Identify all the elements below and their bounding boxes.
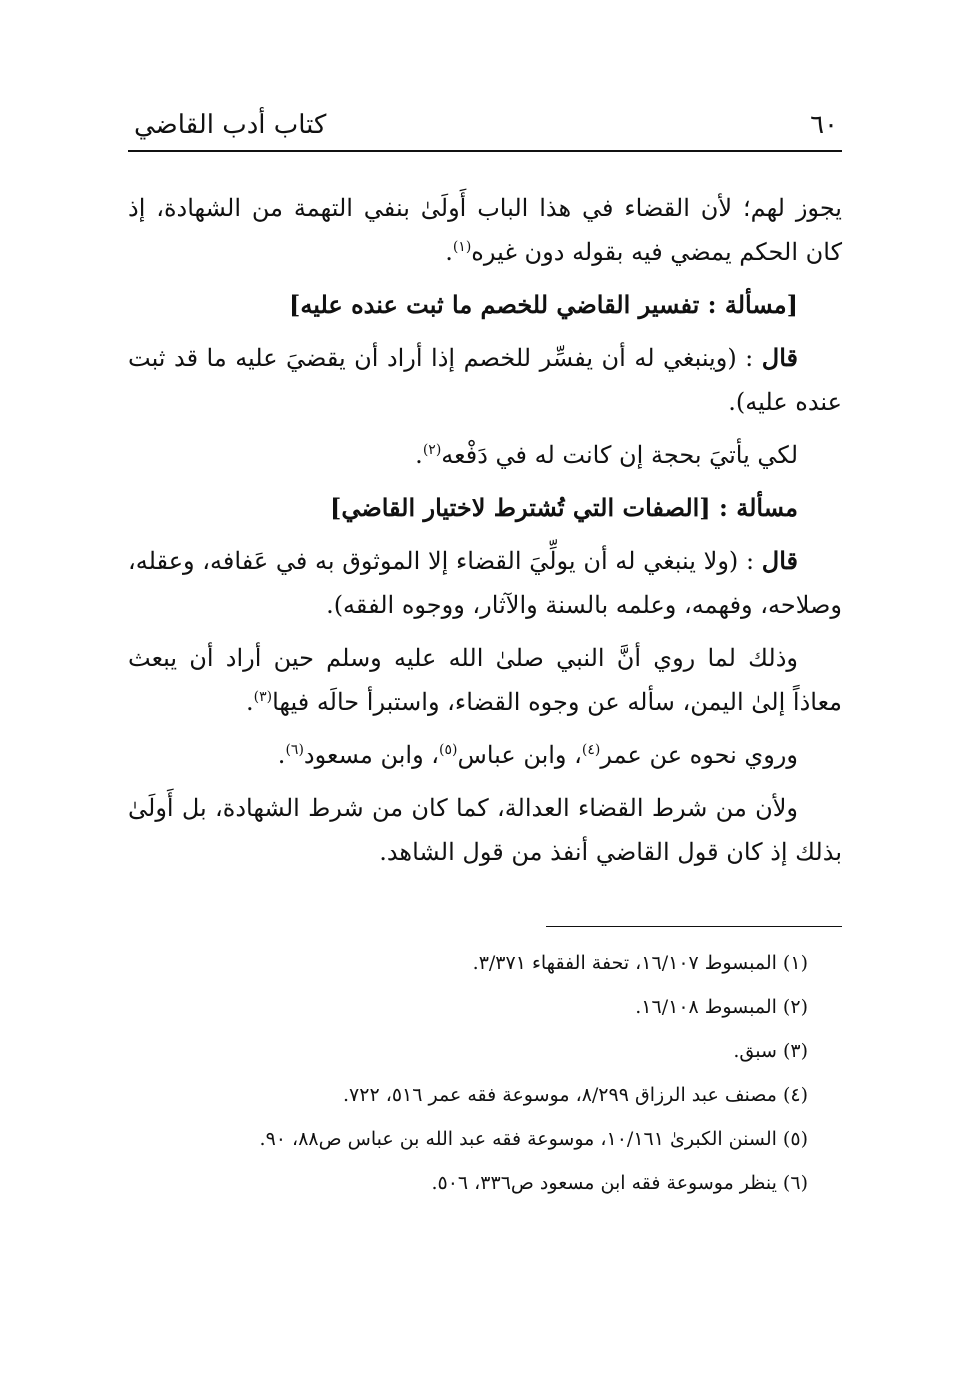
- paragraph-6-text-a: وروي نحوه عن عمر: [600, 741, 798, 769]
- paragraph-6-end: .: [277, 741, 286, 769]
- footnote-ref-6: (٦): [285, 742, 304, 758]
- paragraph-4-text: : (ولا ينبغي له أن يولِّيَ القضاء إلا الموثوق به في عَفافه، وعقله، وصلاحه، وفهمه، وعلمه بالسنة والآثار، ووجوه الفقه).: [128, 547, 842, 619]
- footnotes: [128, 941, 842, 1205]
- footnote-ref-5: (٥): [439, 742, 458, 758]
- footnote-1: (١) المبسوط ١٦/١٠٧، تحفة الفقهاء ٣/٣٧١.: [472, 952, 808, 974]
- paragraph-6-text-b: ، وابن عباس: [457, 741, 582, 769]
- section-heading-2-prefix: مسألة :: [710, 493, 798, 522]
- paragraph-6-text-c: ، وابن مسعود: [303, 741, 440, 769]
- qal-label: قال: [761, 546, 798, 575]
- paragraph-5-end: .: [245, 688, 254, 716]
- paragraph-3-text: لكي يأتيَ بحجة إن كانت له في دَفْعه: [441, 441, 798, 469]
- paragraph-1: [128, 186, 842, 274]
- paragraph-5-text: وذلك لما روي أنَّ النبي صلىٰ الله عليه وسلم حين أراد أن يبعث معاذاً إلىٰ اليمن، سأله عن وجوه القضاء، واستبرأ حالَه فيها: [128, 644, 842, 716]
- paragraph-4: [128, 539, 842, 627]
- section-heading-2: [128, 486, 842, 530]
- paragraph-1-end: .: [445, 238, 453, 266]
- footnote-6: (٦) ينظر موسوعة فقه ابن مسعود ص٣٣٦، ٥٠٦.: [431, 1172, 808, 1194]
- paragraph-5: [128, 636, 842, 724]
- paragraph-3: [128, 433, 842, 477]
- footnote-2: (٢) المبسوط ١٦/١٠٨.: [635, 996, 808, 1018]
- main-text: [128, 186, 842, 874]
- footnote-ref-1: (١): [452, 239, 472, 255]
- footnote-3: (٣) سبق.: [733, 1040, 808, 1062]
- paragraph-3-end: .: [415, 441, 423, 469]
- footnote-5: (٥) السنن الكبرىٰ ١٠/١٦١، موسوعة فقه عبد الله بن عباس ص٨٨، ٩٠.: [259, 1128, 808, 1150]
- page-number: ٦٠: [810, 110, 838, 140]
- paragraph-2-text: : (وينبغي له أن يفسِّر للخصم إذا أراد أن يقضيَ عليه ما قد ثبت عنده عليه).: [128, 344, 842, 416]
- footnote-ref-4: (٤): [581, 742, 601, 758]
- footnote-4: (٤) مصنف عبد الرزاق ٨/٢٩٩، موسوعة فقه عمر ٥١٦، ٧٢٢.: [343, 1084, 808, 1106]
- book-page: [128, 104, 842, 1344]
- footnote-ref-3: (٣): [253, 689, 273, 705]
- paragraph-6: [128, 733, 842, 777]
- paragraph-2: [128, 336, 842, 424]
- running-title: كتاب أدب القاضي: [134, 110, 327, 140]
- section-heading-1: [مسألة : تفسير القاضي للخصم ما ثبت عنده عليه]: [288, 290, 798, 319]
- footnote-separator: [546, 926, 842, 927]
- paragraph-7: ولأن من شرط القضاء العدالة، كما كان من شرط الشهادة، بل أَولَىٰ بذلك إذ كان قول القاضي أنفذ من قول الشاهد.: [128, 794, 842, 866]
- section-heading-2-title: [الصفات التي تُشترط لاختيار القاضي]: [329, 493, 711, 522]
- footnote-ref-2: (٢): [422, 442, 442, 458]
- paragraph-1-text: يجوز لهم؛ لأن القضاء في هذا الباب أَولَىٰ بنفي التهمة من الشهادة، إذ كان الحكم يمضي فيه بقوله دون غيره: [128, 194, 842, 266]
- page-header: [128, 104, 842, 152]
- qal-label: قال: [761, 343, 798, 372]
